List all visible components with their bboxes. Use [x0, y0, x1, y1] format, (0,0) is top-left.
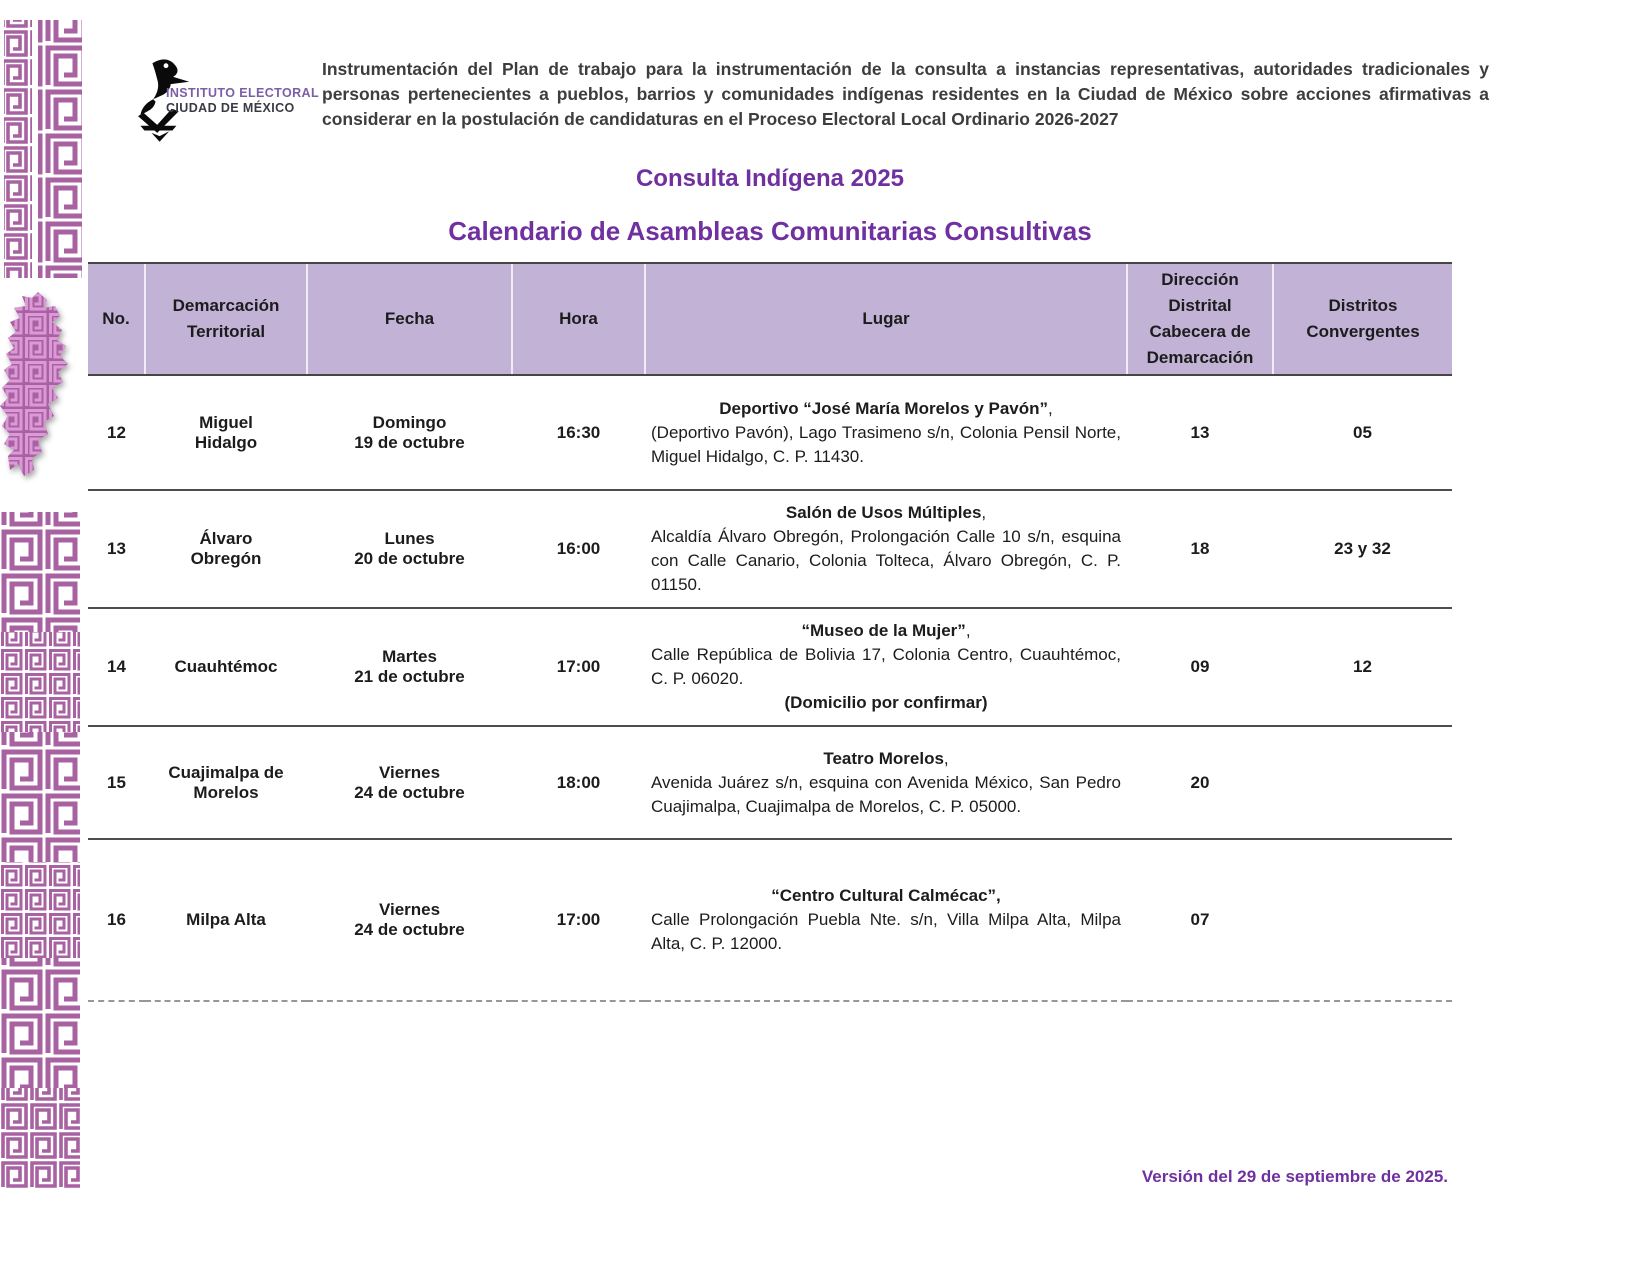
greca-pattern-graphic: [0, 0, 95, 1275]
cell-direccion-distrital: 20: [1127, 726, 1273, 839]
cell-hora: 18:00: [512, 726, 645, 839]
cell-distritos-convergentes: [1273, 839, 1452, 1001]
cell-no: 15: [88, 726, 145, 839]
table-row: [88, 375, 1452, 490]
cell-demarcacion: Cuajimalpa de Morelos: [145, 726, 307, 839]
page-title: Consulta Indígena 2025: [635, 165, 905, 192]
cell-distritos-convergentes: 05: [1273, 375, 1452, 490]
cell-lugar: Deportivo “José María Morelos y Pavón”, (Deportivo Pavón), Lago Trasimeno s/n, Colonia Pensil Norte, Miguel Hidalgo, C. P. 11430.: [645, 375, 1127, 490]
page-subtitle: Calendario de Asambleas Comunitarias Consultivas: [448, 216, 1092, 246]
cell-demarcacion: Cuauhtémoc: [145, 608, 307, 726]
cell-direccion-distrital: 18: [1127, 490, 1273, 608]
cell-fecha: Lunes 20 de octubre: [307, 490, 512, 608]
iecm-logo: [130, 50, 319, 160]
table-row: [88, 490, 1452, 608]
cell-no: 16: [88, 839, 145, 1001]
left-greca-border: [0, 0, 95, 1275]
cell-lugar: “Centro Cultural Calmécac”, Calle Prolongación Puebla Nte. s/n, Villa Milpa Alta, Milpa Alta, C. P. 12000.: [645, 839, 1127, 1001]
cell-lugar: Salón de Usos Múltiples, Alcaldía Álvaro Obregón, Prolongación Calle 10 s/n, esquina con Calle Canario, Colonia Tolteca, Álvaro Obregón, C. P. 01150.: [645, 490, 1127, 608]
col-header-hora: Hora: [512, 263, 645, 375]
cell-no: 12: [88, 375, 145, 490]
cell-direccion-distrital: 13: [1127, 375, 1273, 490]
cell-fecha: Viernes 24 de octubre: [307, 726, 512, 839]
col-header-distritos-convergentes: Distritos Convergentes: [1273, 263, 1452, 375]
cell-distritos-convergentes: [1273, 726, 1452, 839]
cell-fecha: Martes 21 de octubre: [307, 608, 512, 726]
col-header-demarcacion: Demarcación Territorial: [145, 263, 307, 375]
cell-hora: 17:00: [512, 839, 645, 1001]
cell-no: 14: [88, 608, 145, 726]
col-header-fecha: Fecha: [307, 263, 512, 375]
table-header-row: [88, 263, 1452, 375]
cell-distritos-convergentes: 23 y 32: [1273, 490, 1452, 608]
cell-fecha: Domingo 19 de octubre: [307, 375, 512, 490]
table-row: [88, 839, 1452, 1001]
version-note: Versión del 29 de septiembre de 2025.: [1141, 1167, 1448, 1186]
cell-hora: 16:30: [512, 375, 645, 490]
logo-org-city: CIUDAD DE MÉXICO: [166, 101, 295, 115]
cell-distritos-convergentes: 12: [1273, 608, 1452, 726]
cell-lugar: Teatro Morelos, Avenida Juárez s/n, esquina con Avenida México, San Pedro Cuajimalpa, Cuajimalpa de Morelos, C. P. 05000.: [645, 726, 1127, 839]
plan-description-paragraph: Instrumentación del Plan de trabajo para la instrumentación de la consulta a instancias representativas, autoridades tradicionales y personas pertenecientes a pueblos, barrios y comunidades indígenas residentes en la Ciudad de México sobre acciones afirmativas a considerar en la postulación de candidaturas en el Proceso Electoral Local Ordinario 2026-2027: [322, 59, 1489, 129]
col-header-no: No.: [88, 263, 145, 375]
assembly-calendar-table: [88, 262, 1452, 1002]
logo-wordmark: [166, 86, 319, 116]
cell-direccion-distrital: 09: [1127, 608, 1273, 726]
cell-no: 13: [88, 490, 145, 608]
cell-demarcacion: Miguel Hidalgo: [145, 375, 307, 490]
table-row: [88, 726, 1452, 839]
logo-org-name: INSTITUTO ELECTORAL: [166, 86, 319, 100]
cell-hora: 17:00: [512, 608, 645, 726]
cell-fecha: Viernes 24 de octubre: [307, 839, 512, 1001]
cell-demarcacion: Milpa Alta: [145, 839, 307, 1001]
col-header-lugar: Lugar: [645, 263, 1127, 375]
cell-direccion-distrital: 07: [1127, 839, 1273, 1001]
cell-hora: 16:00: [512, 490, 645, 608]
cell-demarcacion: Álvaro Obregón: [145, 490, 307, 608]
table-row: [88, 608, 1452, 726]
col-header-direccion-distrital: Dirección Distrital Cabecera de Demarcación: [1127, 263, 1273, 375]
cell-lugar: “Museo de la Mujer”, Calle República de Bolivia 17, Colonia Centro, Cuauhtémoc, C. P. 06020. (Domicilio por confirmar): [645, 608, 1127, 726]
